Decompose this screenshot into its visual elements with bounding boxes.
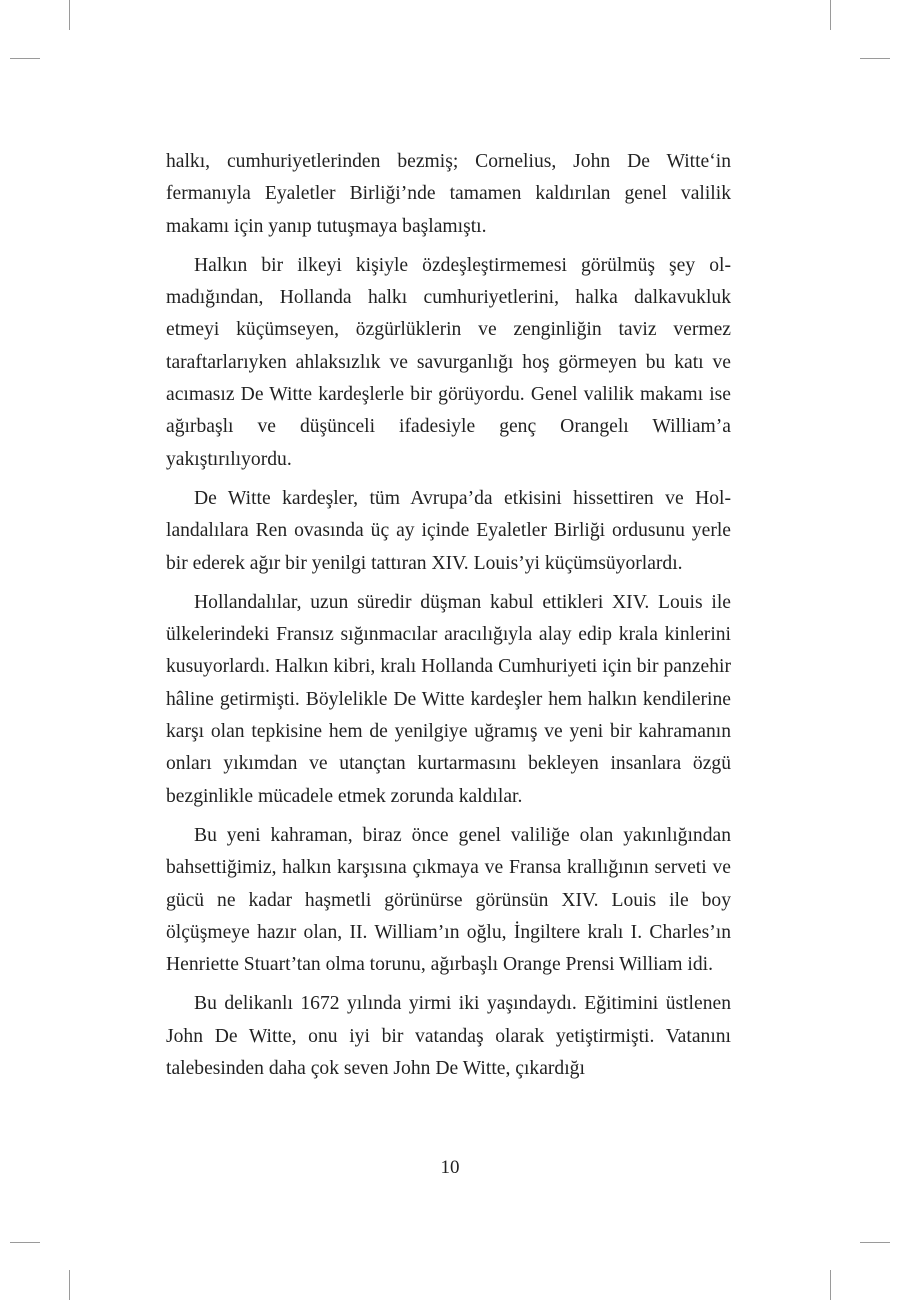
page-body	[166, 146, 731, 1092]
crop-mark	[69, 0, 70, 30]
paragraph: Halkın bir ilkeyi kişiyle özdeşleştirmemesi görülmüş şey olmadığından, Hollanda halkı cumhuriyetlerini, halka dalkavukluk etmeyi küçümseyen, özgürlüklerin ve zenginliğin taviz vermez taraftarlarıyken ahlaksızlık ve savurganlığı hoş görmeyen bu katı ve acımasız De Witte kardeşlerle bir görüyordu. Genel valilik makamı ise ağırbaşlı ve düşünceli ifadesiyle genç Orangelı William’a yakıştırılıyordu.	[166, 254, 731, 470]
paragraph: Hollandalılar, uzun süredir düşman kabul ettikleri XIV. Louis ile ülkelerindeki Fransız sığınmacılar aracılığıyla alay edip krala kinlerini kusuyorlardı. Halkın kibri, kralı Hollanda Cumhuriyeti için bir panzehir hâline getirmişti. Böylelikle De Witte kardeşler hem halkın kendilerine karşı olan tepkisine hem de yenilgiye uğramış ve yeni bir kahramanın onları yıkımdan ve utançtan kurtarmasını bekleyen insanlara özgü bezginlikle mücadele etmek zorunda kaldılar.	[166, 591, 731, 807]
paragraph-continued: halkı, cumhuriyetlerinden bezmiş; Cornelius, John De Witte‘in fermanıyla Eyaletler Birliği’nde tamamen kaldırılan genel valilik makamı için yanıp tutuşmaya başlamıştı.	[166, 151, 731, 237]
crop-mark	[830, 0, 831, 30]
crop-mark	[10, 1242, 40, 1243]
crop-mark	[10, 58, 40, 59]
paragraph: Bu delikanlı 1672 yılında yirmi iki yaşındaydı. Eğitimini üstlenen John De Witte, onu iyi bir vatandaş olarak yetiştirmişti. Vatanını talebesinden daha çok seven John De Witte, çıkardığı	[166, 993, 731, 1080]
crop-mark	[860, 1242, 890, 1243]
paragraph: De Witte kardeşler, tüm Avrupa’da etkisini hissettiren ve Hollandalılara Ren ovasında üç ay içinde Eyaletler Birliği ordusunu yerle bir ederek ağır bir yenilgi tattıran XIV. Louis’yi küçümsüyorlardı.	[166, 487, 731, 574]
paragraph: Bu yeni kahraman, biraz önce genel valiliğe olan yakınlığından bahsettiğimiz, halkın karşısına çıkmaya ve Fransa krallığının serveti ve gücü ne kadar haşmetli görünürse görünsün XIV. Louis ile boy ölçüşmeye hazır olan, II. William’ın oğlu, İngiltere kralı I. Charles’ın Henriette Stuart’tan olma torunu, ağırbaşlı Orange Prensi William idi.	[166, 824, 731, 976]
page-number: 10	[440, 1157, 460, 1178]
crop-mark	[830, 1270, 831, 1300]
crop-mark	[860, 58, 890, 59]
crop-mark	[69, 1270, 70, 1300]
